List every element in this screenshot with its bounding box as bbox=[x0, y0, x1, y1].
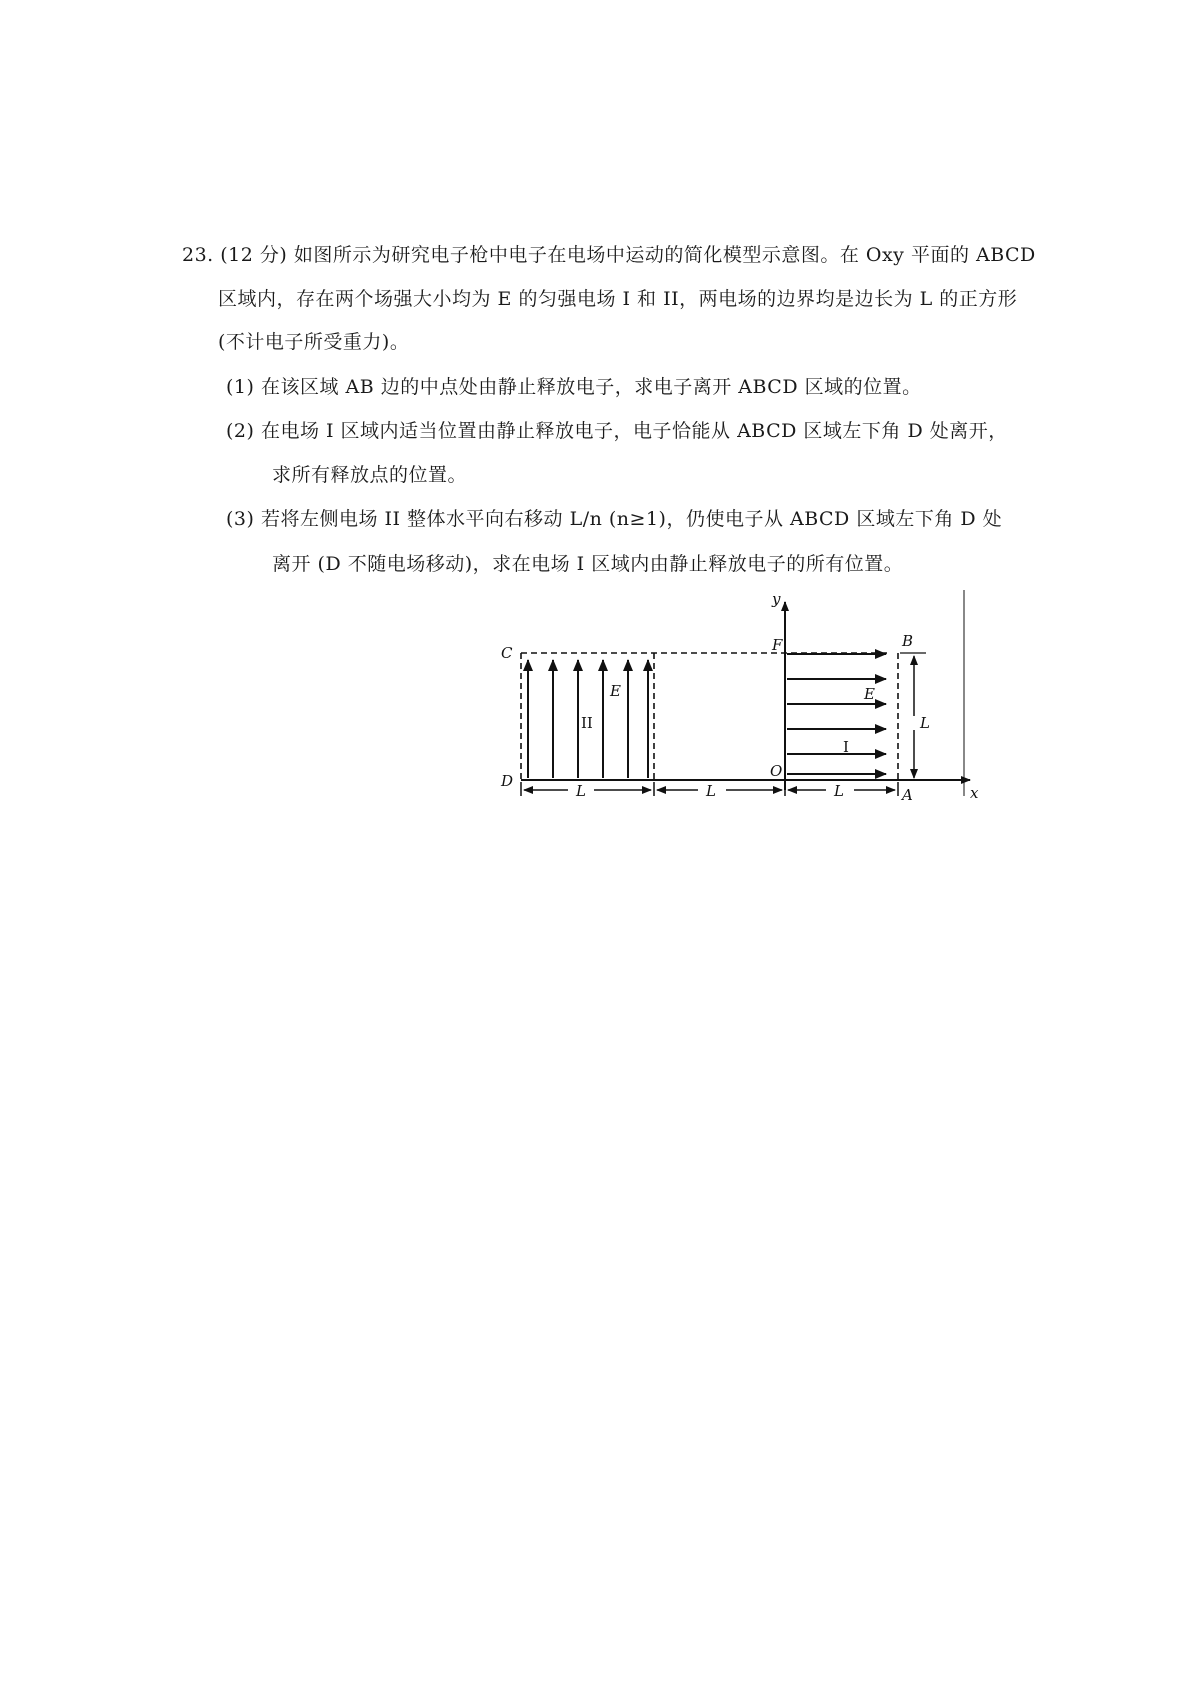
label-L-side: L bbox=[920, 714, 930, 732]
label-C: C bbox=[501, 644, 513, 662]
diagram-svg bbox=[488, 590, 988, 815]
sub-question-3-line-1: (3) 若将左侧电场 II 整体水平向右移动 L/n (n≥1)，仍使电子从 ABCD 区域左下角 D 处 bbox=[226, 508, 1003, 530]
question-line-3: (不计电子所受重力)。 bbox=[218, 331, 410, 353]
label-x: x bbox=[970, 784, 979, 802]
sub-question-1: (1) 在该区域 AB 边的中点处由静止释放电子，求电子离开 ABCD 区域的位置。 bbox=[226, 376, 922, 398]
sub-question-3-line-2: 离开 (D 不随电场移动)，求在电场 I 区域内由静止释放电子的所有位置。 bbox=[272, 553, 904, 575]
label-A: A bbox=[902, 786, 913, 804]
label-field-II: II bbox=[581, 714, 593, 732]
label-F: F bbox=[772, 636, 783, 654]
question-line-1: 23. (12 分) 如图所示为研究电子枪中电子在电场中运动的简化模型示意图。在 Oxy 平面的 ABCD bbox=[182, 244, 1036, 266]
label-B: B bbox=[902, 632, 914, 650]
label-E-right: E bbox=[864, 685, 875, 703]
label-O: O bbox=[770, 762, 783, 780]
label-field-I: I bbox=[843, 738, 849, 756]
label-L-bottom-3: L bbox=[834, 782, 844, 800]
sub-question-2-line-2: 求所有释放点的位置。 bbox=[272, 464, 468, 486]
sub-question-2-line-1: (2) 在电场 I 区域内适当位置由静止释放电子，电子恰能从 ABCD 区域左下角 D 处离开， bbox=[226, 420, 1008, 442]
label-y: y bbox=[772, 590, 781, 608]
electric-field-diagram bbox=[488, 590, 988, 815]
field-I-arrows bbox=[787, 654, 886, 774]
question-line-2: 区域内，存在两个场强大小均为 E 的匀强电场 I 和 II，两电场的边界均是边长为 L 的正方形 bbox=[218, 288, 1018, 310]
label-D: D bbox=[501, 772, 514, 790]
label-L-bottom-1: L bbox=[576, 782, 586, 800]
label-L-bottom-2: L bbox=[706, 782, 716, 800]
label-E-left: E bbox=[610, 682, 621, 700]
